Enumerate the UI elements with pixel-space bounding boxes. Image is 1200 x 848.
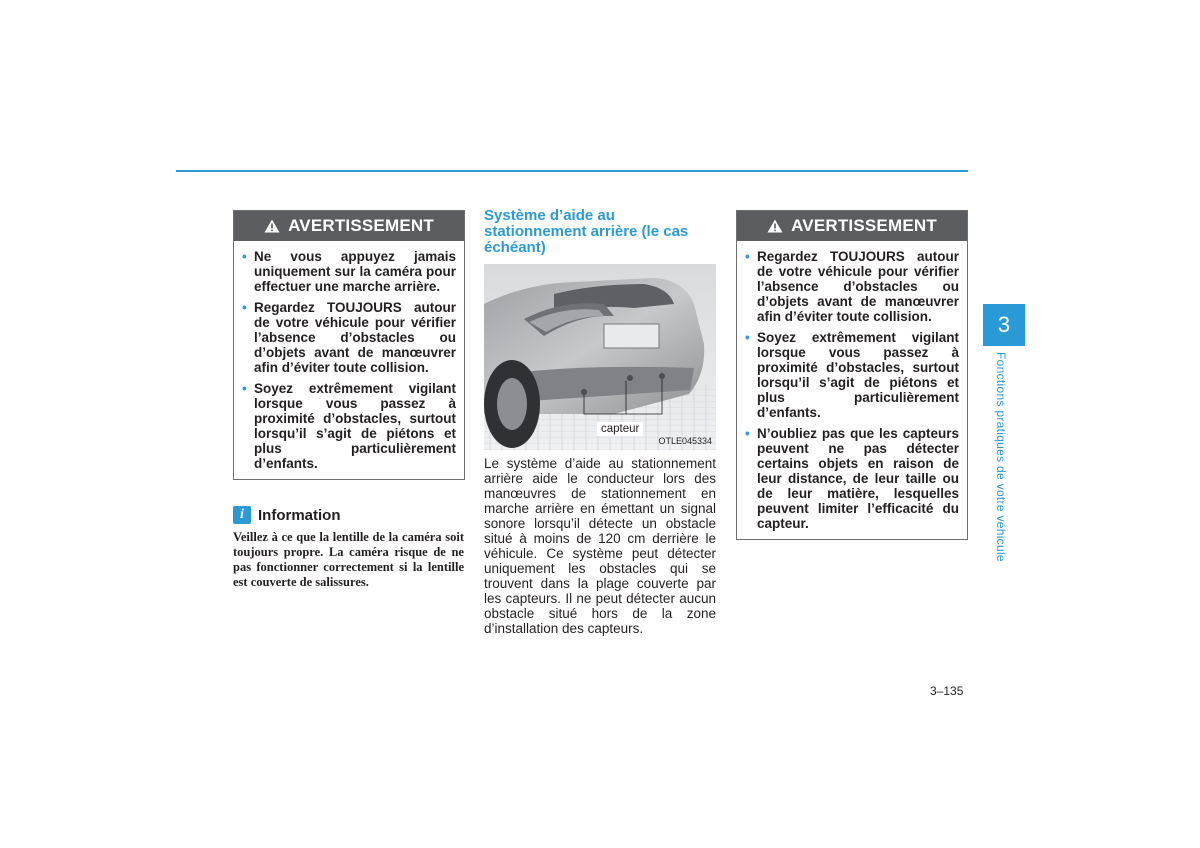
page-number: 3–135 xyxy=(930,684,964,698)
bullet-icon: • xyxy=(242,249,247,264)
information-label: Information xyxy=(258,506,341,524)
left-warning-item xyxy=(240,249,456,294)
bullet-icon: • xyxy=(745,330,750,345)
right-warning-item-text: Soyez extrêmement vigilant lorsque vous passez à proximité d’obstacles, surtout lorsqu’il s’agit de piétons et plus particulièrement d’enfants. xyxy=(757,330,959,420)
bullet-icon: • xyxy=(242,300,247,315)
right-warning-title: AVERTISSEMENT xyxy=(791,216,937,235)
left-warning-item-text: Ne vous appuyez jamais uniquement sur la caméra pour effectuer une marche arrière. xyxy=(254,249,456,294)
right-warning-header xyxy=(737,211,967,241)
left-warning-box xyxy=(233,210,465,480)
left-warning-item-text: Soyez extrêmement vigilant lorsque vous passez à proximité d’obstacles, surtout lorsqu’il s’agit de piétons et plus particulièrement d’enfants. xyxy=(254,381,456,471)
right-warning-item xyxy=(743,426,959,531)
rear-sensor-figure xyxy=(484,264,716,450)
left-warning-item-text: Regardez TOUJOURS autour de votre véhicule pour vérifier l’absence d’obstacles ou d’objets avant de manœuvrer afin d’éviter toute collision. xyxy=(254,300,456,375)
right-warning-item-text: Regardez TOUJOURS autour de votre véhicule pour vérifier l’absence d’obstacles ou d’objets avant de manœuvrer afin d’éviter toute collision. xyxy=(757,249,959,324)
right-warning-item xyxy=(743,330,959,420)
left-warning-item xyxy=(240,381,456,471)
chapter-number-tab: 3 xyxy=(983,304,1025,346)
bullet-icon: • xyxy=(745,249,750,264)
sensor-caption: capteur xyxy=(597,422,643,436)
right-warning-list xyxy=(737,241,967,539)
bullet-icon: • xyxy=(745,426,750,441)
left-warning-title: AVERTISSEMENT xyxy=(288,216,434,235)
section-title: Système d’aide au stationnement arrière (le cas échéant) xyxy=(484,207,689,256)
warning-triangle-icon xyxy=(767,219,783,233)
section-body-text: Le système d’aide au stationnement arrière aide le conducteur lors des manœuvres de stationnement en marche arrière en émettant un signal sonore lorsqu’il détecte un obstacle situé à moins de 120 cm derrière le véhicule. Ce système peut détecter uniquement les obstacles qui se trouvent dans la plage couverte par les capteurs. Il ne peut détecter aucun obstacle situé hors de la zone d’installation des capteurs. xyxy=(484,456,716,636)
right-warning-item-text: N’oubliez pas que les capteurs peuvent ne pas détecter certains objets en raison de leur distance, de leur taille ou de leur matière, lesquelles peuvent limiter l’efficacité du capteur. xyxy=(757,426,959,531)
information-icon: i xyxy=(233,506,251,524)
top-divider-rule xyxy=(176,170,968,172)
left-warning-header xyxy=(234,211,464,241)
left-warning-list xyxy=(234,241,464,479)
warning-triangle-icon xyxy=(264,219,280,233)
information-text: Veillez à ce que la lentille de la caméra soit toujours propre. La caméra risque de ne pas fonctionner correctement si la lentille est couverte de salissures. xyxy=(233,530,464,589)
information-header xyxy=(233,506,341,524)
bullet-icon: • xyxy=(242,381,247,396)
right-warning-item xyxy=(743,249,959,324)
right-warning-box xyxy=(736,210,968,540)
chapter-title: Fonctions pratiques de votre véhicule xyxy=(994,352,1008,562)
figure-code: OTLE045334 xyxy=(658,436,712,446)
left-warning-item xyxy=(240,300,456,375)
